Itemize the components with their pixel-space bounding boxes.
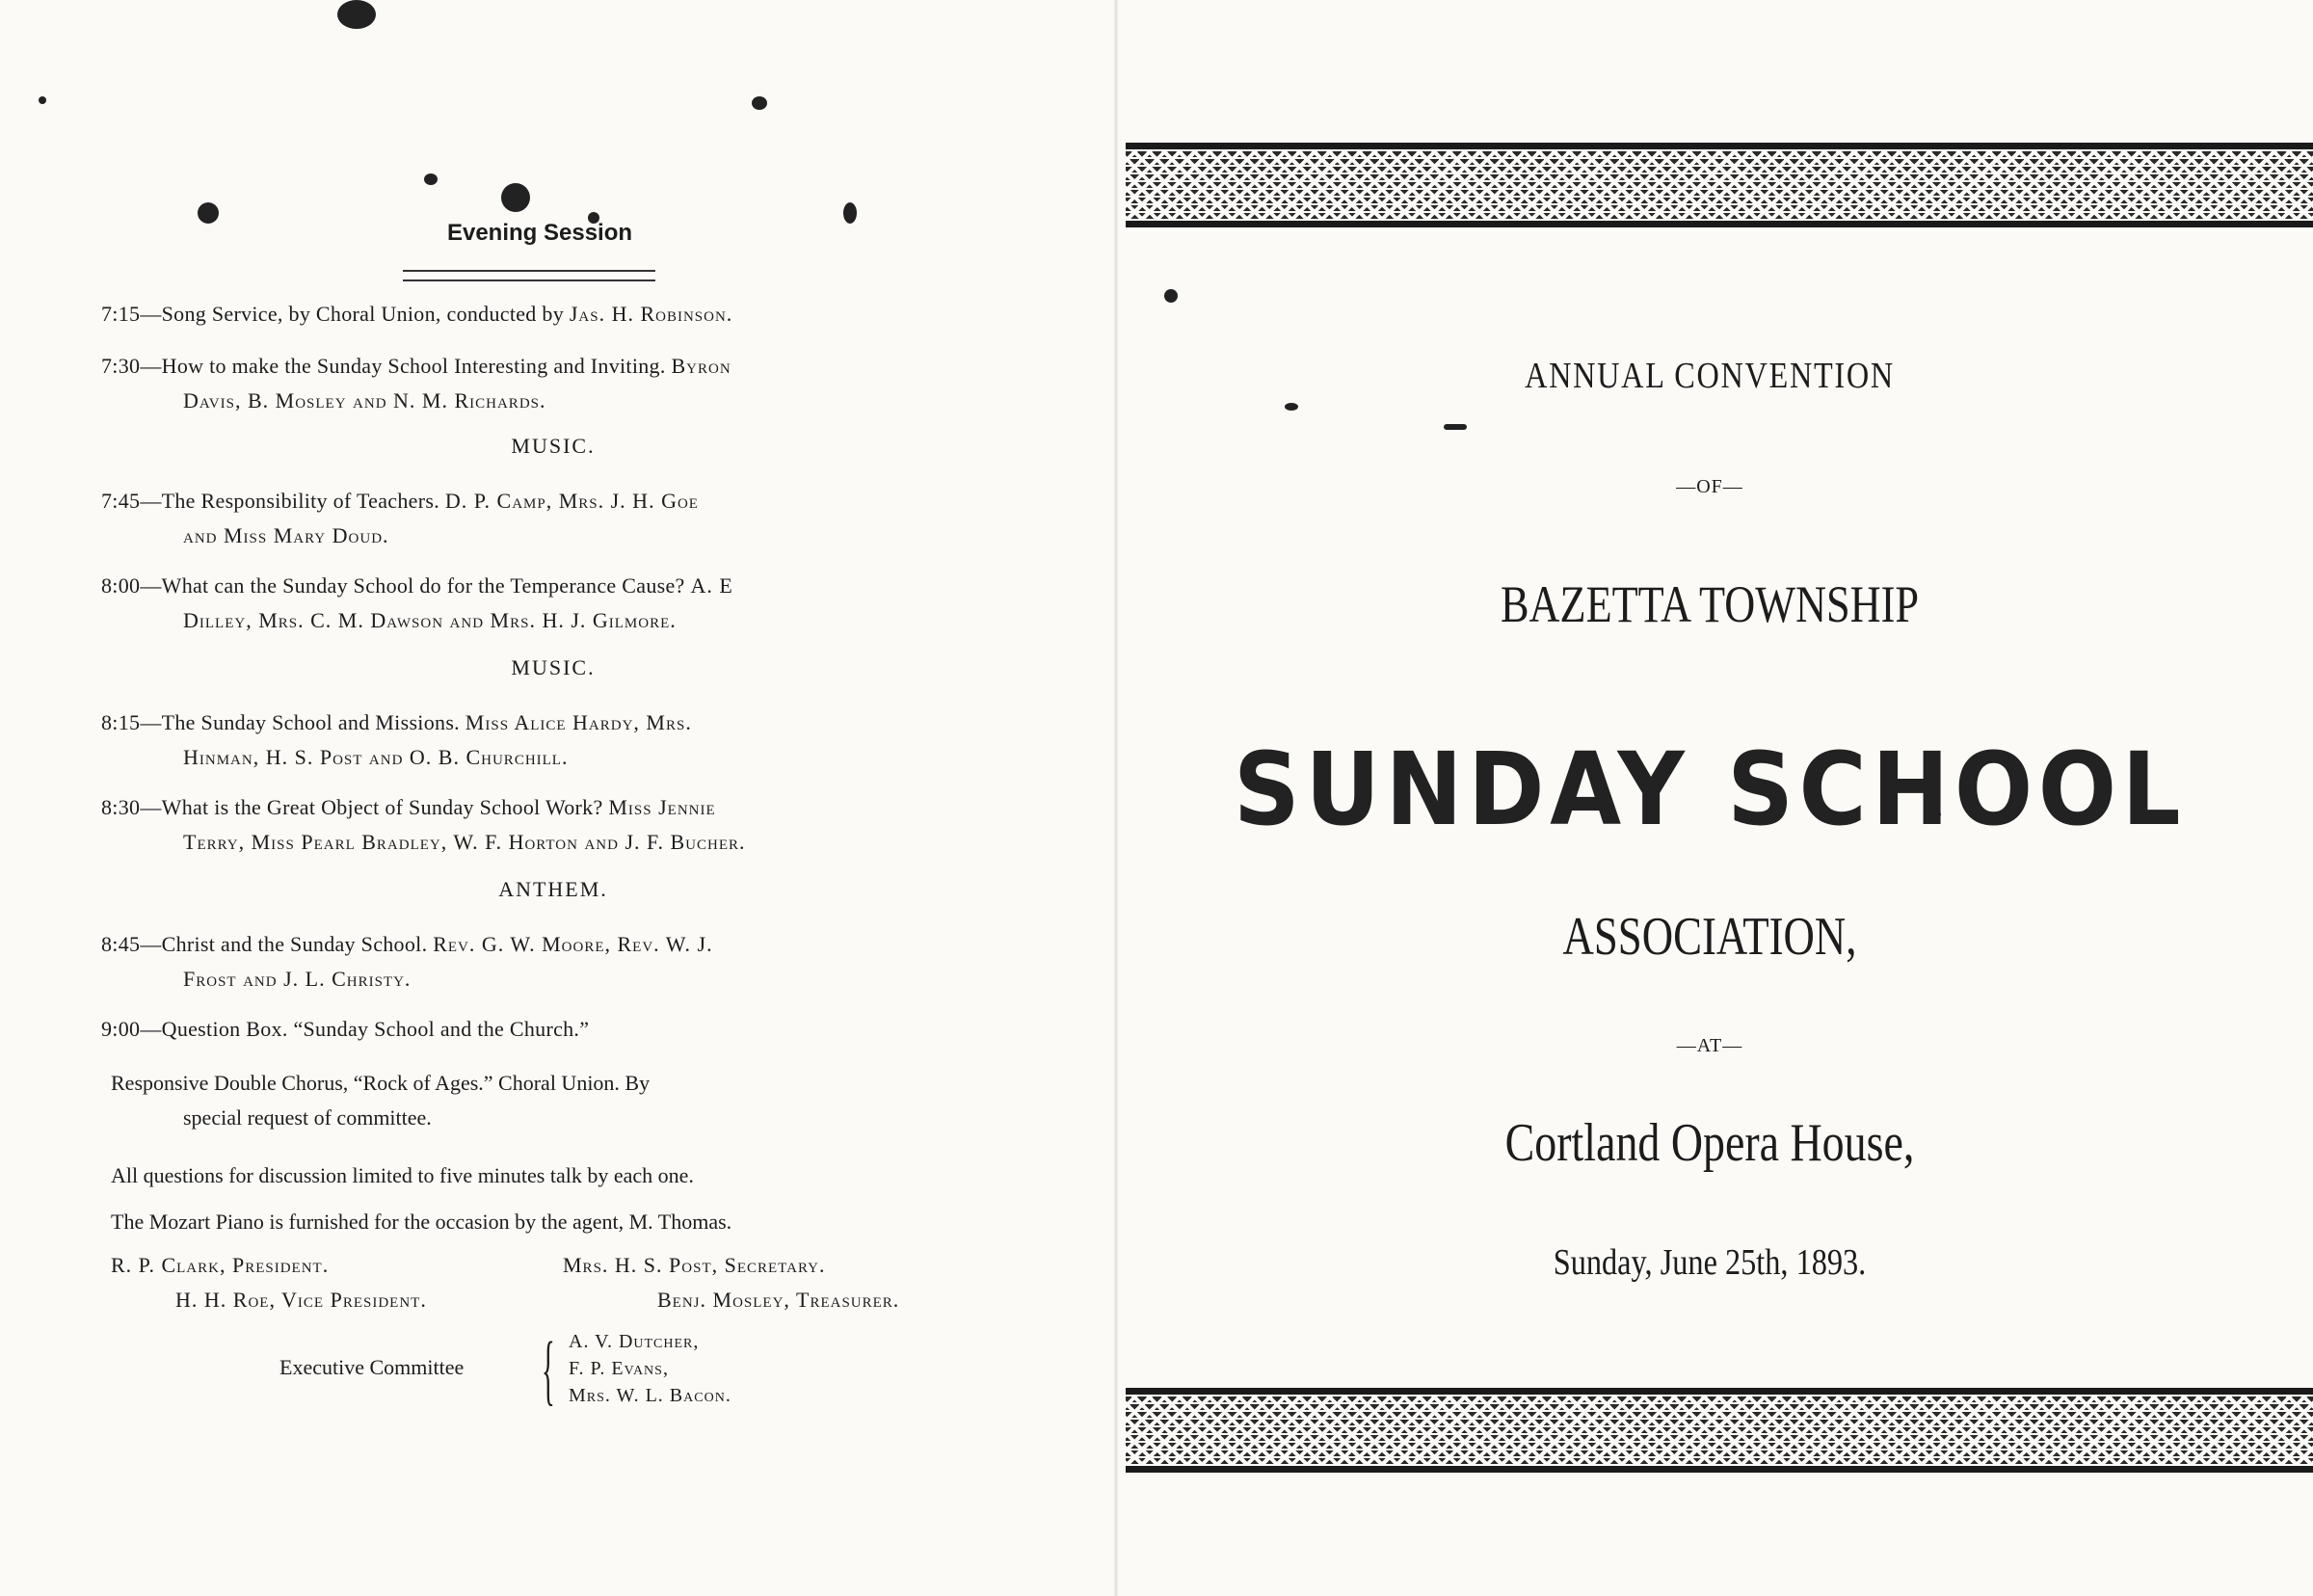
of-separator: —OF— [1676,476,1743,497]
ornamental-border-top [1126,143,2313,227]
venue: Cortland Opera House, [1504,1113,1915,1173]
program-item: 7:15—Song Service, by Choral Union, conducted by Jas. H. Robinson. [101,302,733,326]
title-rule [403,270,655,281]
officer-president: R. P. Clark, President. [111,1253,330,1277]
program-item: 8:30—What is the Great Object of Sunday School Work? Miss Jennie Terry, Miss Pearl Bradley, W. F. Horton and J. F. Bucher. [101,795,746,854]
annual-convention: ANNUAL CONVENTION [1525,356,1895,396]
note-time-limit: All questions for discussion limited to five minutes talk by each one. [111,1163,694,1187]
executive-member: A. V. Dutcher, [569,1331,700,1352]
ink-speck [198,202,219,224]
anthem-heading: ANTHEM. [498,877,608,901]
officer-vice-president: H. H. Roe, Vice President. [175,1288,427,1312]
executive-committee-members [569,1328,731,1409]
ink-speck [501,183,530,212]
program-item: 8:45—Christ and the Sunday School. Rev. G. W. Moore, Rev. W. J. Frost and J. L. Christy. [101,932,713,991]
left-page [0,0,1106,1596]
executive-member: Mrs. W. L. Bacon. [569,1385,731,1406]
ink-speck [1285,403,1298,411]
officer-treasurer: Benj. Mosley, Treasurer. [657,1288,900,1312]
at-separator: —AT— [1676,1035,1743,1056]
right-page [1106,0,2313,1596]
music-heading: MUSIC. [511,434,596,458]
sunday-school-title: SUNDAY SCHOOL [1233,731,2187,848]
association-title: ASSOCIATION, [1562,907,1857,967]
ink-speck [1164,289,1178,303]
music-heading: MUSIC. [511,655,596,679]
event-date: Sunday, June 25th, 1893. [1553,1242,1867,1283]
officer-secretary: Mrs. H. S. Post, Secretary. [563,1253,826,1277]
executive-committee-label: Executive Committee [279,1355,465,1379]
ink-speck [39,96,46,104]
ink-speck [1444,424,1467,430]
brace-icon: { [542,1325,555,1413]
ornamental-border-bottom [1126,1388,2313,1473]
township-name: BAZETTA TOWNSHIP [1501,575,1919,633]
note-piano: The Mozart Piano is furnished for the occasion by the agent, M. Thomas. [111,1210,732,1234]
session-title: Evening Session [446,220,633,246]
ink-speck [337,0,376,29]
program-item: 8:15—The Sunday School and Missions. Miss Alice Hardy, Mrs. Hinman, H. S. Post and O. B. Churchill. [101,710,692,769]
ink-speck [424,173,438,185]
executive-member: F. P. Evans, [569,1358,669,1379]
ink-speck [843,202,857,224]
ink-speck [752,96,767,110]
responsive-chorus: Responsive Double Chorus, “Rock of Ages.” Choral Union. By special request of committee. [111,1071,651,1130]
program-item: 8:00—What can the Sunday School do for the Temperance Cause? A. E Dilley, Mrs. C. M. Dawson and Mrs. H. J. Gilmore. [101,573,733,632]
program-item: 7:45—The Responsibility of Teachers. D. P. Camp, Mrs. J. H. Goe and Miss Mary Doud. [101,489,699,547]
program-item: 7:30—How to make the Sunday School Interesting and Inviting. Byron Davis, B. Mosley and N. M. Richards. [101,354,731,412]
program-item: 9:00—Question Box. “Sunday School and the Church.” [101,1017,590,1041]
